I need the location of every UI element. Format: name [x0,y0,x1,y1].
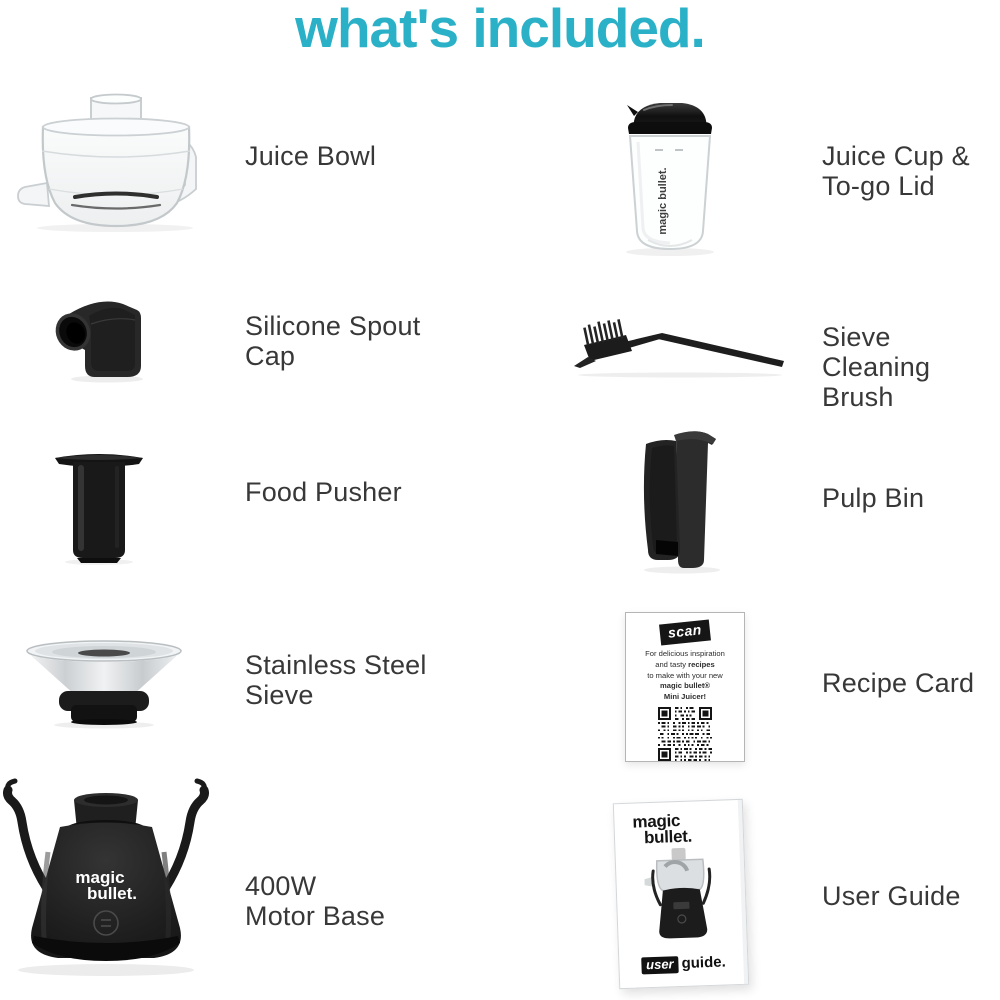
mini-juicer-icon [640,845,723,948]
page-title: what's included. [295,0,705,59]
motor-base-label [245,871,385,931]
recipe-text-line [645,692,725,703]
brand-logo-line: magic [632,810,681,832]
stainless-steel-sieve-image [18,634,190,730]
juice-bowl-image [15,93,205,235]
recipe-text-line: For delicious inspiration [645,649,725,658]
pulp-bin-image [628,426,732,576]
sieve-cleaning-brush-art [570,318,790,384]
sieve-cleaning-brush-label [822,322,1000,412]
label-line: User Guide [822,881,961,911]
juice-bowl-art [15,93,205,235]
recipe-text-line [645,660,725,671]
label-line: To-go Lid [822,171,935,201]
recipe-card-text [645,649,725,703]
label-line: Recipe Card [822,668,975,698]
recipe-text-line [645,681,725,692]
pulp-bin-art [628,426,732,576]
pulp-bin-label [822,483,924,513]
recipe-text-line: to make with your new [647,670,723,680]
label-line: Silicone Spout [245,311,421,341]
sieve-cleaning-brush-image [570,318,790,384]
motor-base-logo-line2: bullet. [86,884,138,903]
recipe-text-segment: and tasty [655,659,689,669]
motor-base-logo-line1: magic [75,868,125,887]
user-badge: user [641,956,679,974]
motor-base-art [0,770,212,980]
user-guide-footer [619,953,748,975]
silicone-spout-cap-image [45,294,151,386]
label-line: Cap [245,341,296,371]
recipe-card-image [625,612,745,762]
juice-cup-label [822,141,970,201]
recipe-text-bold: Mini Juicer! [663,692,707,702]
juice-bowl-label [245,141,376,171]
label-line: Stainless Steel [245,650,427,680]
food-pusher-image [50,445,148,567]
user-guide-label [822,881,961,911]
motor-base-image [0,770,212,980]
brand-logo-line: bullet. [643,826,693,848]
user-guide-brand-logo [632,810,693,848]
label-line: Juice Bowl [245,141,377,171]
guide-text: guide. [681,953,727,973]
food-pusher-label [245,477,402,507]
food-pusher-art [50,445,148,567]
recipe-card-label [822,668,974,698]
recipe-text-bold: magic bullet® [660,681,710,691]
label-line: Sieve Cleaning [822,322,931,382]
label-line: 400W [245,871,317,901]
juice-cup-art [612,98,728,258]
scan-badge: scan [659,619,711,645]
user-guide-cover-art [640,845,723,948]
label-line: Brush [822,382,894,412]
juice-cup-image [612,98,728,258]
recipe-text-bold: recipes [688,659,715,669]
stainless-steel-sieve-label [245,650,427,710]
label-line: Food Pusher [245,477,402,507]
label-line: Pulp Bin [822,483,925,513]
stainless-steel-sieve-art [18,634,190,730]
label-line: Sieve [245,680,314,710]
cup-logo-text: magic bullet. [657,167,669,235]
user-guide-image [613,799,749,989]
label-line: Motor Base [245,901,386,931]
silicone-spout-cap-art [45,294,151,386]
label-line: Juice Cup & [822,141,970,171]
silicone-spout-cap-label [245,311,420,371]
qr-code-icon [658,707,712,761]
